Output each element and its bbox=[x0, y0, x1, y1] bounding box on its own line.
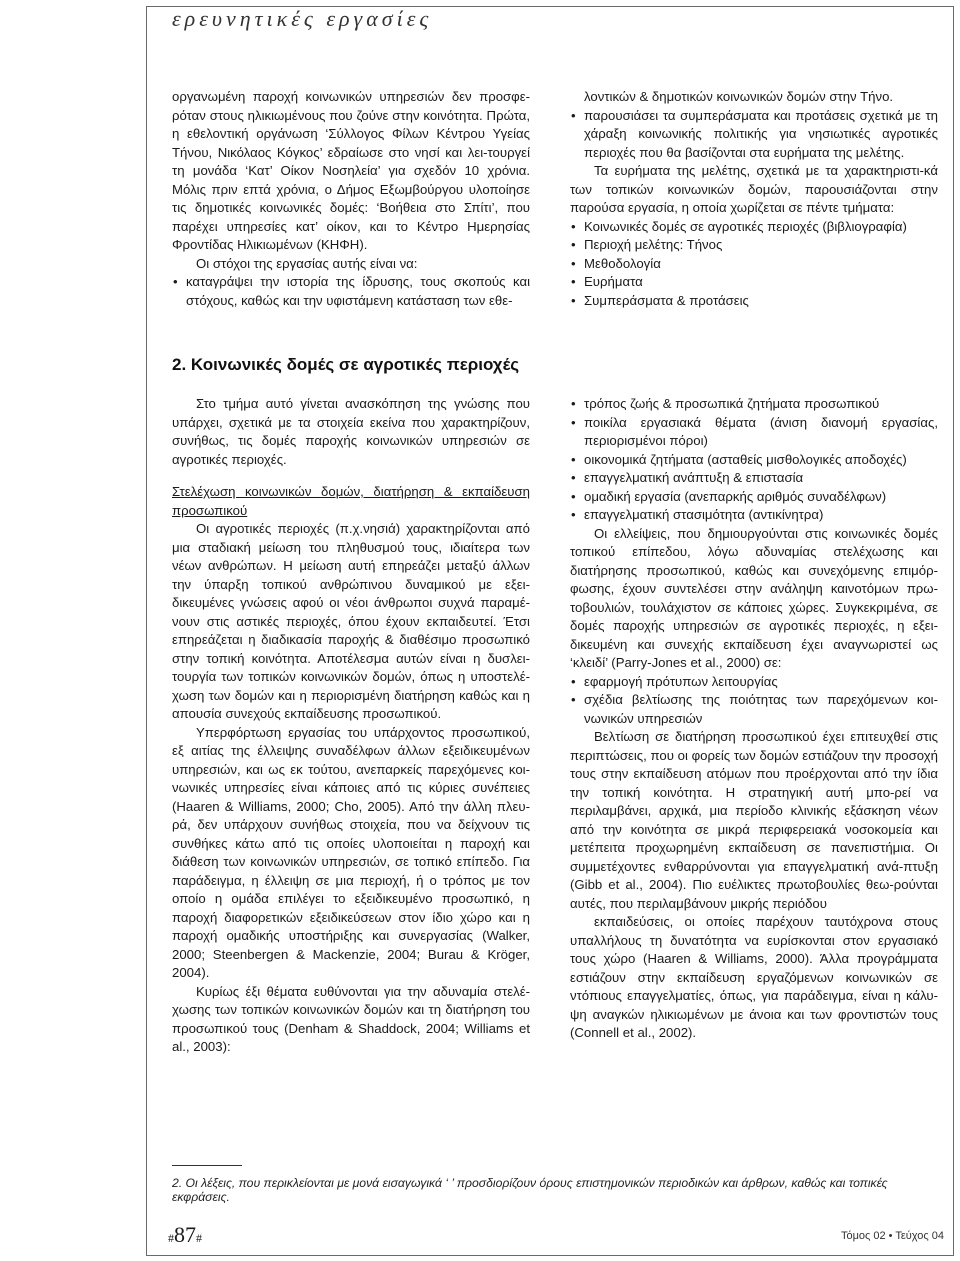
page-number bbox=[168, 1222, 202, 1248]
list-item: • ομαδική εργασία (ανεπαρκής αριθμός συναδέλφων) bbox=[570, 488, 938, 507]
list-item: • Κοινωνικές δομές σε αγροτικές περιοχές (βιβλιογραφία) bbox=[570, 218, 938, 237]
column-bottom-right bbox=[570, 395, 938, 1043]
paragraph: Υπερφόρτωση εργασίας του υπάρχοντος προσωπικού, εξ αιτίας της έλλειψης συναδέλφων άλλων εξειδικευμένων υπηρεσιών, και ως εκ τούτου, ανεπαρκείς παρεχόμενες κοι-νωνικές υπηρεσίες είναι κάποιες από τις κύριες συνέπειες (Haaren & Williams, 2000; Cho, 2005). Από την άλλη πλευ-ρά, δεν υπάρχουν συνήθως στοιχεία, που να δείχνουν τις συνθήκες κάτω από τις οποίες υλοποιείται η παροχή και διάθεση των κοινωνικών υπηρεσιών, σε τοπικό επίπεδο. Για παράδειγμα, η έλλειψη σε μια περιοχή, ή ο τρόπος με τον οποίο η ομάδα επιλέγει το εξειδικευμένο προσωπικό, η παροχή διαφορετικών εξειδικεύσεων στον ίδιο χώρο και η παροχή ομαδικής υποστήριξης και συνεργασίας (Walker, 2000; Steenbergen & Mackenzie, 2004; Burau & Kröger, 2004). bbox=[172, 724, 530, 980]
list-item: • Συμπεράσματα & προτάσεις bbox=[570, 292, 938, 311]
page-number-value: 87 bbox=[174, 1222, 196, 1247]
list-item: • ποικίλα εργασιακά θέματα (άνιση διανομή εργασίας, περιορισμένοι πόροι) bbox=[570, 414, 938, 451]
list-item: • επαγγελματική στασιμότητα (αντικίνητρα) bbox=[570, 506, 938, 525]
column-top-left bbox=[172, 88, 530, 310]
list-item: • καταγράψει την ιστορία της ίδρυσης, τους σκοπούς και στόχους, καθώς και την υφιστάμενη κατάσταση των εθε- bbox=[172, 273, 530, 310]
footnote: 2. Οι λέξεις, που περικλείονται με μονά εισαγωγικά ‘ ’ προσδιορίζουν όρους επιστημονικών περιοδικών και άρθρων, καθώς και τοπικές εκφράσεις. bbox=[172, 1176, 888, 1204]
column-bottom-left bbox=[172, 395, 530, 1057]
objectives-list bbox=[172, 273, 530, 310]
paragraph: Τα ευρήματα της μελέτης, σχετικά με τα χαρακτηριστι-κά των τοπικών κοινωνικών δομών, παρουσιάζονται στην παρούσα εργασία, η οποία χωρίζεται σε πέντε τμήματα: bbox=[570, 163, 938, 215]
paragraph: λοντικών & δημοτικών κοινωνικών δομών στην Τήνο. bbox=[584, 89, 894, 104]
list-item: • Περιοχή μελέτης: Τήνος bbox=[570, 236, 938, 255]
objectives-list-cont bbox=[570, 107, 938, 163]
column-top-right bbox=[570, 88, 938, 310]
key-areas-list bbox=[570, 673, 938, 729]
list-item: • Μεθοδολογία bbox=[570, 255, 938, 274]
list-item: • τρόπος ζωής & προσωπικά ζητήματα προσωπικού bbox=[570, 395, 938, 414]
list-item: • εφαρμογή πρότυπων λειτουργίας bbox=[570, 673, 938, 692]
section-heading: 2. Κοινωνικές δομές σε αγροτικές περιοχές bbox=[172, 355, 520, 374]
paragraph: Οι αγροτικές περιοχές (π.χ.νησιά) χαρακτηρίζονται από μια σταδιακή μείωση του πληθυσμού τους, ιδιαίτερα των νέων ανθρώπων. Η μείωση αυτή επηρεάζει μεταξύ άλλων την ύπαρξη τοπικού ανθρώπινου δυναμικού με εξει-δικευμένες γνώσεις αφού οι νέοι άνθρωποι συχνά παραμέ-νουν στις αστικές περιοχές, όπου έχουν εκπαιδευτεί. Έτσι επηρεάζεται η διαδικασία παροχής & διαθέσιμο προσωπικό στην τοπική κοινότητα. Αποτέλεσμα αυτών είναι η δυσλει-τουργία των τοπικών κοινωνικών δομών, όπως η υποστελέ-χωση των δομών και η περιορισμένη διατήρηση καθώς και η απουσία συνεχούς εκπαίδευσης προσωπικού. bbox=[172, 521, 530, 721]
paragraph: εκπαιδεύσεις, οι οποίες παρέχουν ταυτόχρονα στους υπαλλήλους τη δυνατότητα να ευρίσκονται στον εργασιακό τους χώρο (Haaren & Williams, 2000). Άλλα προγράμματα εστιάζουν στην εκπαίδευση εργαζόμενων κοινωνικών σε ντόπιους επαγγελματίες, όπως, για παράδειγμα, είναι η κάλυ-ψη αναγκών ηλικιωμένων με άνοια και των φροντιστών τους (Connell et al., 2002). bbox=[570, 914, 938, 1040]
paragraph: Βελτίωση σε διατήρηση προσωπικού έχει επιτευχθεί στις περιπτώσεις, που οι φορείς των δομών εστιάζουν την προσοχή τους στην εκπαίδευση ατόμων που προέρχονται από την ίδια την τοπική κοινότητα. Η στρατηγική αυτή μπο-ρεί να περιλαμβάνει, αρχικά, μια περίοδο κλινικής εξάσκηση νέων από την κοινότητα σε μικρά περιφερειακά νοσοκομεία και μετέπειτα προχωρημένη εκπαίδευση σε πανεπιστήμια. Οι συμμετέχοντες ενθαρρύνονται για επαγγελματική ανά-πτυξη (Gibb et al., 2004). Πιο ευέλικτες πρωτοβουλίες θεω-ρούνται αυτές, που περιλαμβάνουν μικρής περιόδου bbox=[570, 729, 938, 911]
list-item: • παρουσιάσει τα συμπεράσματα και προτάσεις σχετικά με τη χάραξη κοινωνικής πολιτικής για νησιωτικές αγροτικές περιοχές που θα βασίζονται στα ευρήματα της μελέτης. bbox=[570, 107, 938, 163]
sections-list bbox=[570, 218, 938, 311]
journal-section-title: ερευνητικές εργασίες bbox=[172, 6, 433, 31]
paragraph: Κυρίως έξι θέματα ευθύνονται για την αδυναμία στελέ-χωσης των τοπικών κοινωνικών δομών και τη διατήρηση του προσωπικού τους (Denham & Shaddock, 2004; Williams et al., 2003): bbox=[172, 983, 530, 1054]
paragraph: Οι στόχοι της εργασίας αυτής είναι να: bbox=[196, 255, 418, 271]
page-number-mark: # bbox=[168, 1231, 174, 1245]
list-item: • επαγγελματική ανάπτυξη & επιστασία bbox=[570, 469, 938, 488]
footnote-divider bbox=[172, 1165, 242, 1166]
issues-list bbox=[570, 395, 938, 525]
subsection-heading: Στελέχωση κοινωνικών δομών, διατήρηση & εκπαίδευση προσωπικού bbox=[172, 484, 530, 518]
issue-info: Τόμος 02 • Τεύχος 04 bbox=[840, 1230, 944, 1242]
paragraph: Στο τμήμα αυτό γίνεται ανασκόπηση της γνώσης που υπάρχει, σχετικά με τα στοιχεία εκείνα που χαρακτηρίζουν, συνήθως, τις δομές παροχής κοινωνικών υπηρεσιών σε αγροτικές περιοχές. bbox=[172, 396, 530, 467]
paragraph: Οι ελλείψεις, που δημιουργούνται στις κοινωνικές δομές τοπικού επίπεδου, λόγω αδυναμίας στελέχωσης και διατήρησης προσωπικού, καθώς και συνεχόμενης επιμόρ-φωσης, έχουν συντελέσει στην ανάληψη καινοτόμων πρω-τοβουλιών, τουλάχιστον σε κάποιες χώρες. Συγκεκριμένα, σε δομές παροχής υπηρεσιών σε αγροτικές περιοχές, η εξει-δικευμένη και συνεχής εκπαίδευση έχει αναγνωριστεί ως ‘κλειδί’ (Parry-Jones et al., 2000) σε: bbox=[570, 525, 938, 670]
list-item: • σχέδια βελτίωσης της ποιότητας των παρεχόμενων κοι-νωνικών υπηρεσιών bbox=[570, 691, 938, 728]
list-item: • οικονομικά ζητήματα (ασταθείς μισθολογικές αποδοχές) bbox=[570, 451, 938, 470]
list-item: • Ευρήματα bbox=[570, 273, 938, 292]
page-number-mark: # bbox=[196, 1231, 202, 1245]
paragraph: οργανωμένη παροχή κοινωνικών υπηρεσιών δεν προσφε-ρόταν στους ηλικιωμένους που ζούνε στην κοινότητα. Πρώτα, η εθελοντική οργάνωση ‘Σύλλογος Φίλων Κέντρου Υγείας Τήνου, Νικόλαος Κόγκος’ εδραίωσε στο νησί και λει-τουργεί τη μονάδα ‘Κατ’ Οίκον Νοσηλεία’ για σχεδόν 10 χρόνια. Μόλις πριν επτά χρόνια, ο Δήμος Εξωμβούργου υλοποίησε τις δημοτικές κοινωνικές δομές: ‘Βοήθεια στο Σπίτι’, που παρέχει υπηρεσίες κατ’ οίκον, και το Κέντρο Ημερησίας Φροντίδας Ηλικιωμένων (ΚΗΦΗ). bbox=[172, 89, 530, 252]
